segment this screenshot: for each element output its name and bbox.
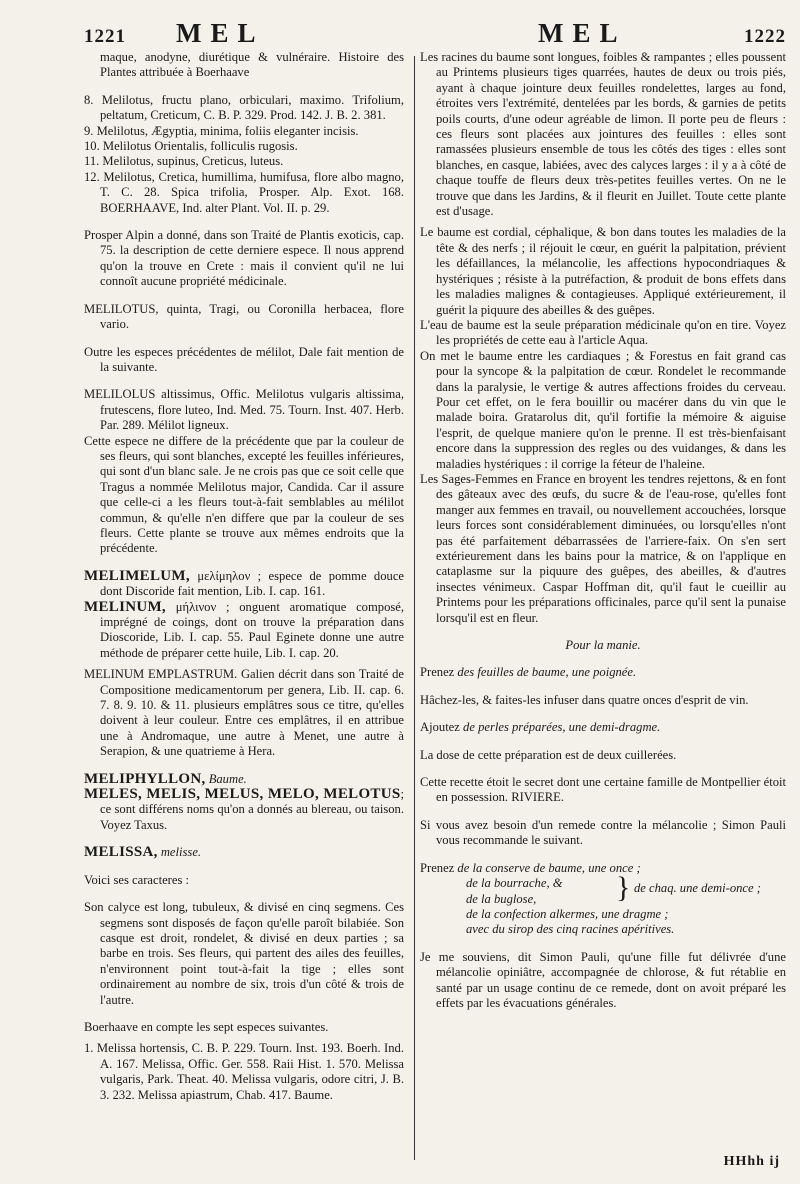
paragraph: Son calyce est long, tubuleux, & divisé en cinq segmens. Ces segmens sont disposés de façon qu'elle paroît bilabiée. Son casque est droit, rondelet, & divisé en deux parties ; sa barbe en trois. Ses fleurs, qui partent des ailes des feuilles, n'environnent point tout-à-fait la tige ; elles sont ordinairement au nombre de six, trois d'un côté & trois de l'autre.	[84, 900, 404, 1007]
definition: Baume.	[208, 771, 247, 786]
recipe-verb: Prenez	[420, 860, 455, 875]
paragraph: L'eau de baume est la seule préparation médicinale qu'on en tire. Voyez les propriétés de cette eau à l'article Aqua.	[420, 317, 786, 348]
paragraph: Je me souviens, dit Simon Pauli, qu'une fille fut délivrée d'une mélancolie opiniâtre, accompagnée de chlorose, & fut rétablie en santé par un usage continu de ce remede, dont on avoit préparé les effets par les évacuations générales.	[420, 949, 786, 1010]
recipe-ingredient: de la buglose,	[466, 891, 537, 906]
column-divider	[414, 56, 415, 1160]
recipe-block	[420, 861, 786, 938]
entry: MELILOLUS altissimus, Offic. Melilotus vulgaris altissima, frutescens, flore luteo, Ind. Med. 75. Tourn. Inst. 407. Herb. Par. 289. Mélilot ligneux.	[84, 387, 404, 433]
species-entry: 8. Melilotus, fructu plano, orbiculari, maximo. Trifolium, peltatum, Creticum, C. B. P. 329. Prod. 142. J. B. 2. 381.	[84, 92, 404, 123]
paragraph: Cette espece ne differe de la précédente que par la couleur de ses fleurs, qui sont blanches, excepté les feuilles inférieures, qui sont d'un blanc sale. Je ne crois pas que ce soit celle que Tragus a nommée Melilotus major, Candida. Car il assure que celle-ci a les fleurs tout-à-fait semblables au mélilot commun, & qu'elle n'en differe que par la couleur de ses fleurs. Cette plante se trouve aux mêmes endroits que la précédente.	[84, 433, 404, 556]
species-entry: 12. Melilotus, Cretica, humillima, humifusa, flore albo magno, T. C. 28. Spica trifolia, Prosper. Alp. Exot. 168. BOERHAAVE, Ind. alter Plant. Vol. II. p. 29.	[84, 169, 404, 215]
entry: MELILOTUS, quinta, Tragi, ou Coronilla herbacea, flore vario.	[84, 301, 404, 332]
paragraph: Outre les especes précédentes de mélilot, Dale fait mention de la suivante.	[84, 344, 404, 374]
paragraph: On met le baume entre les cardiaques ; & Forestus en fait grand cas pour la syncope & la palpitation de cœur. Rondelet le recommande dans la paralysie, le vertige & autres affections froides du cerveau. Pour cet effet, on le fera bouillir ou macérer dans du vin que le malade boira. Gratarolus dit, qu'il fortifie la mémoire & aiguise l'esprit, de quelque maniere qu'on le prenne. Il est très-bienfaisant encore dans la suppression des regles ou des vuidanges, & dans les maladies hystériques : il corrige la féteur de l'haleine.	[420, 348, 786, 471]
left-column	[84, 50, 404, 1103]
species-entry: 10. Melilotus Orientalis, folliculis rugosis.	[84, 139, 298, 154]
headword: MELIMELUM,	[84, 567, 190, 584]
recipe-ingredient: de la confection alkermes, une dragme ;	[466, 906, 669, 921]
definition: μελίμηλον ; espece de pomme douce dont Discoride fait mention, Lib. I. cap. 161.	[100, 568, 404, 599]
species-entry: 9. Melilotus, Ægyptia, minima, foliis eleganter incisis.	[84, 123, 359, 138]
definition: ; ce sont différens noms qu'on a donnés au blereau, ou taison. Voyez Taxus.	[100, 787, 404, 832]
entry-melimelum	[84, 569, 404, 600]
paragraph: Prosper Alpin a donné, dans son Traité de Plantis exoticis, cap. 75. la description de cette derniere espece. Il nous apprend qu'on la trouve en Crete : mais il convient qu'il ne lui connoît aucune propriété médicinale.	[84, 228, 404, 289]
signature-mark: HHhh ij	[723, 1154, 780, 1169]
headword: MELIPHYLLON,	[84, 770, 206, 787]
recipe-ingredient: avec du sirop des cinq racines apéritives.	[466, 922, 675, 937]
right-running-title: MEL	[538, 18, 627, 48]
entry-meles	[84, 787, 404, 833]
entry-melinum	[84, 600, 404, 662]
recipe-heading: Pour la manie.	[565, 638, 641, 653]
definition: melisse.	[160, 845, 202, 860]
recipe-ingredient: de la bourrache, &	[466, 876, 563, 891]
recipe-ingredient: des feuilles de baume, une poignée.	[457, 665, 637, 680]
paragraph: Si vous avez besoin d'un remede contre la mélancolie ; Simon Pauli vous recommande le suivant.	[420, 817, 786, 848]
recipe-line: Hâchez-les, & faites-les infuser dans quatre onces d'esprit de vin.	[420, 692, 749, 707]
species-entry: 1. Melissa hortensis, C. B. P. 229. Tourn. Inst. 193. Boerh. Ind. A. 167. Melissa, Offic. Ger. 558. Raii Hist. 1. 570. Melissa vulgaris, Park. Theat. 40. Melissa vulgaris, odore citri, J. B. 3. 232. Melissa apiastrum, Chab. 417. Baume.	[84, 1041, 404, 1102]
paragraph: Le baume est cordial, céphalique, & bon dans toutes les maladies de la tête & des nerfs ; il réjouit le cœur, en guérit la palpitation, prévient les défaillances, la mélancolie, les affections hypocondriaques & hystériques ; résiste à la putréfaction, & produit de bons effets dans les maladies malignes & contagieuses. Appliqué extérieurement, il guérit la piquure des abeilles & des guêpes.	[420, 225, 786, 317]
recipe-ingredient: de la conserve de baume, une once ;	[457, 860, 641, 875]
brace-symbol: }	[616, 870, 631, 904]
right-column	[420, 50, 786, 1011]
left-running-title: MEL	[176, 18, 265, 48]
headword: MELINUM,	[84, 598, 166, 615]
recipe-line	[420, 720, 786, 735]
recipe-line	[420, 665, 786, 680]
headword: MELISSA,	[84, 844, 158, 861]
entry-melissa	[84, 845, 404, 860]
recipe-quantity: de chaq. une demi-once ;	[634, 880, 761, 895]
recipe-verb: Ajoutez	[420, 720, 460, 735]
paragraph: Cette recette étoit le secret dont une certaine famille de Montpellier étoit en possession. RIVIERE.	[420, 775, 786, 805]
definition: μήλινον ; onguent aromatique composé, imprégné de coings, dont on trouve la préparation dans Dioscoride, Lib. I. cap. 55. Paul Eginete donne une autre méthode de préparer cette huile, Lib. I. cap. 20.	[100, 599, 405, 660]
species-entry: 11. Melilotus, supinus, Creticus, luteus.	[84, 154, 284, 169]
right-page-number: 1222	[744, 26, 786, 47]
paragraph: Voici ses caracteres :	[84, 872, 190, 887]
paragraph: Boerhaave en compte les sept especes suivantes.	[84, 1019, 329, 1034]
recipe-line: La dose de cette préparation est de deux cuillerées.	[420, 747, 677, 762]
entry: MELINUM EMPLASTRUM. Galien décrit dans son Traité de Compositione medicamentorum per genera, Lib. II. cap. 6. 7. 8. 9. 10. & 11. plusieurs emplâtres sous ce titre, qu'elles doivent à leur couleur. Entre ces emplâtres, il en attribue une à Andromaque, une autre à Menet, une autre à Serapion, & une quatrieme à Hera.	[84, 667, 404, 759]
paragraph: Les racines du baume sont longues, foibles & rampantes ; elles poussent au Printems plusieurs tiges quarrées, hautes de deux ou trois piés, ayant à chaque jointure deux feuilles rondelettes, larges au fond, étroites vers l'extrémité, dentelées par les bords, & garnies de petits poils courts, d'une odeur agréable de limon. Il porte peu de fleurs : ces fleurs sont placées aux jointures des feuilles : elles sont ramassées plusieurs ensemble de tous les côtés des tiges : elles sont blanches, en casque, labiées, avec des calyces larges : il y a à côté de chaque touffe de fleurs deux très-petites feuilles vertes. On ne le trouve que dans les Jardins, & il fleurit en Juillet. Toute cette plante est d'usage.	[420, 50, 786, 219]
paragraph: maque, anodyne, diurétique & vulnéraire. Histoire des Plantes attribuée à Boerhaave	[100, 50, 404, 80]
paragraph: Les Sages-Femmes en France en broyent les tendres rejettons, & en font des gâteaux avec des œufs, du sucre & de l'eau-rose, qu'elles font manger aux femmes en travail, ou nouvellement accouchées, lorsque leurs forces sont considérablement diminuées, ou lorsqu'elles n'ont pas été parfaitement débarrassées de l'arriere-faix. On s'en sert extérieurement dans les bains pour la matrice, & on l'applique en cataplasme sur la piquure des guêpes, des abeilles, & d'autres insectes vénimeux. Caspar Hoffman dit, qu'il faut le cueillir au Printems pour les préparations officinales, parce qu'il sent la punaise lorsqu'il est en fleur.	[420, 471, 786, 625]
running-header	[84, 18, 786, 48]
left-page-number: 1221	[84, 26, 126, 47]
headword: MELES, MELIS, MELUS, MELO, MELOTUS	[84, 786, 401, 803]
recipe-verb: Prenez	[420, 665, 455, 680]
entry-meliphyllon	[84, 772, 404, 787]
recipe-ingredient: de perles préparées, une demi-dragme.	[463, 720, 661, 735]
